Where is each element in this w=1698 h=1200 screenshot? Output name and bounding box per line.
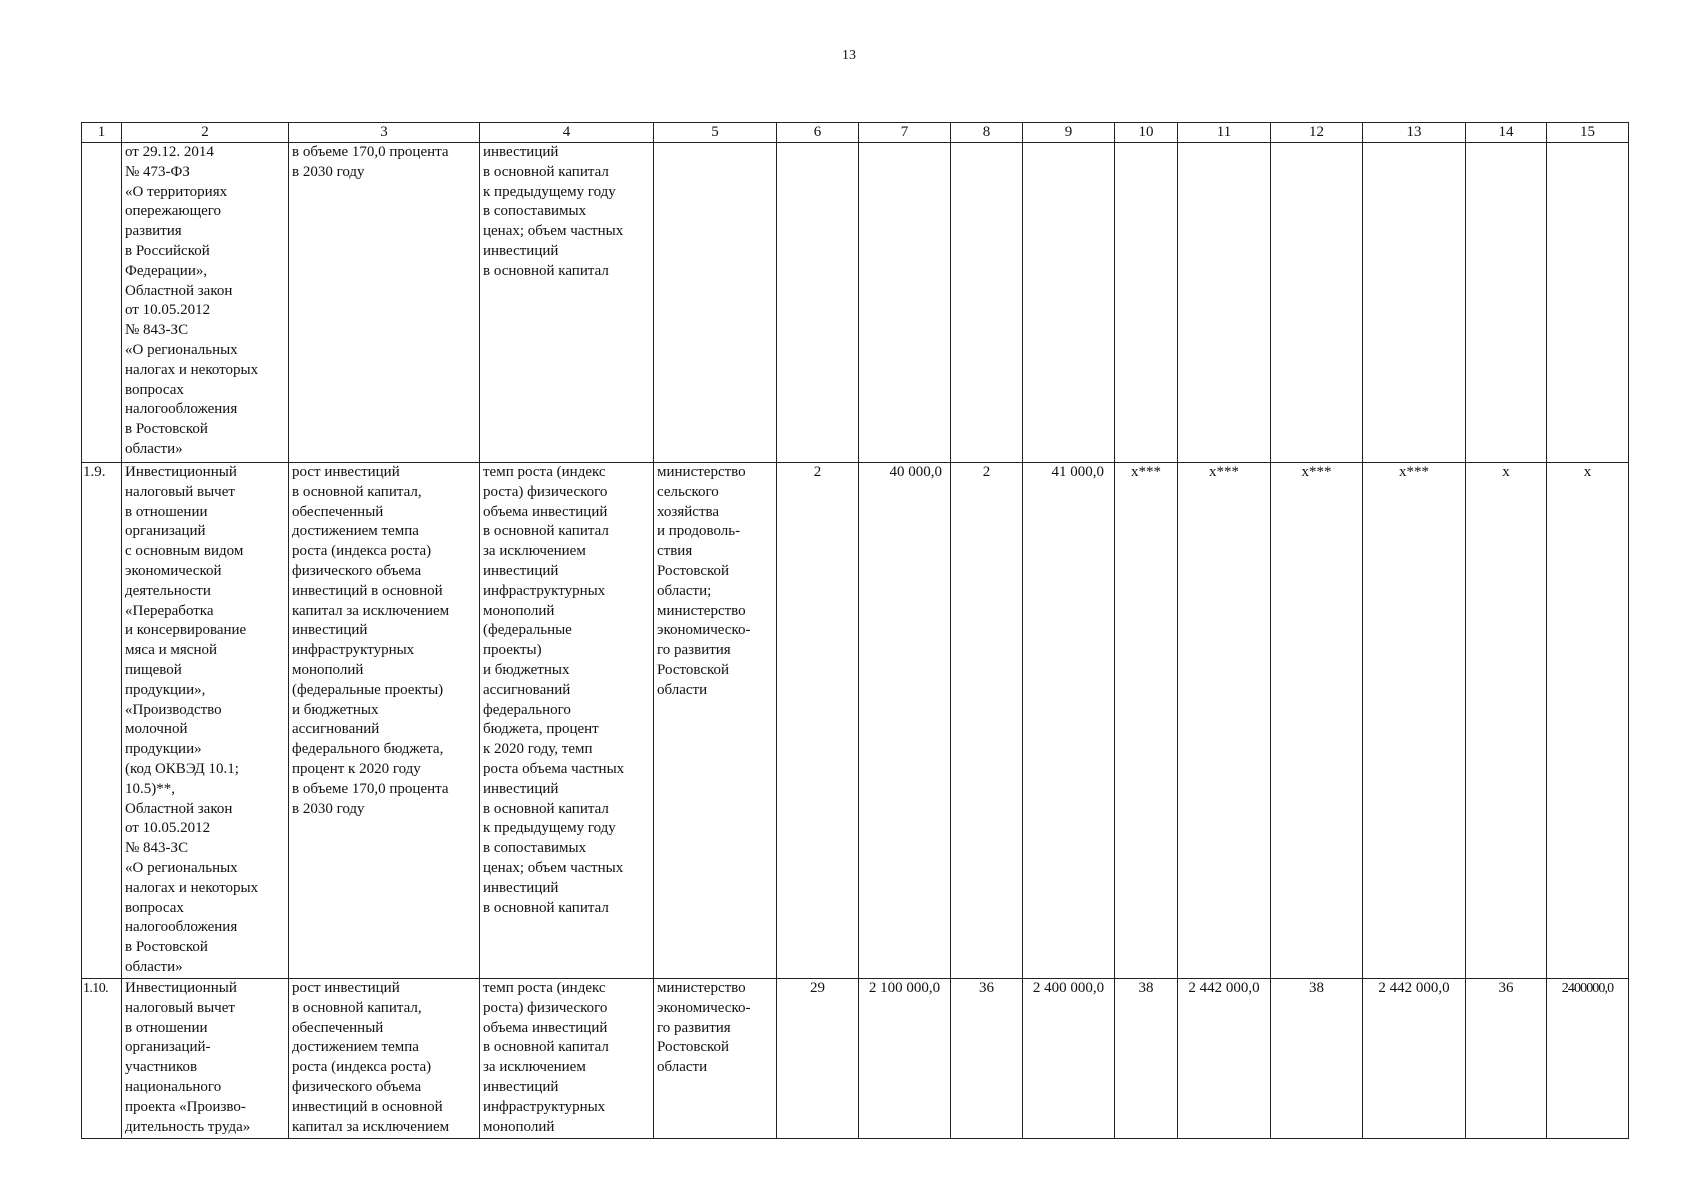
value-cell: x*** xyxy=(1178,463,1271,979)
value-cell: 2 400 000,0 xyxy=(1023,979,1115,1139)
value-cell xyxy=(951,143,1023,463)
row-number-cell: 1.10. xyxy=(82,979,122,1139)
value-cell: 36 xyxy=(1466,979,1547,1139)
curator-cell: министерство сельского хозяйства и продоволь- ствия Ростовской области; министерство экономическо- го развития Ростовской области xyxy=(654,463,777,979)
benefit-name-cell: от 29.12. 2014 № 473-ФЗ «О территориях опережающего развития в Российской Федерации», Областной закон от 10.05.2012 № 843-ЗС «О региональных налогах и некоторых вопросах налогообложения в Ростовской области» xyxy=(122,143,289,463)
header-cell: 9 xyxy=(1023,123,1115,143)
goal-cell: в объеме 170,0 процента в 2030 году xyxy=(289,143,480,463)
value-cell xyxy=(1547,143,1629,463)
header-cell: 3 xyxy=(289,123,480,143)
tax-benefits-table xyxy=(81,122,1629,1139)
value-cell: 38 xyxy=(1115,979,1178,1139)
header-cell: 7 xyxy=(859,123,951,143)
value-cell xyxy=(1363,143,1466,463)
header-cell: 5 xyxy=(654,123,777,143)
indicator-cell: инвестиций в основной капитал к предыдущему году в сопоставимых ценах; объем частных инвестиций в основной капитал xyxy=(480,143,654,463)
value-cell: 41 000,0 xyxy=(1023,463,1115,979)
value-cell xyxy=(777,143,859,463)
header-cell: 15 xyxy=(1547,123,1629,143)
header-cell: 14 xyxy=(1466,123,1547,143)
header-cell: 13 xyxy=(1363,123,1466,143)
value-cell: x*** xyxy=(1115,463,1178,979)
header-cell: 4 xyxy=(480,123,654,143)
value-cell xyxy=(859,143,951,463)
value-cell: x xyxy=(1466,463,1547,979)
goal-cell: рост инвестиций в основной капитал, обеспеченный достижением темпа роста (индекса роста) физического объема инвестиций в основной капитал за исключением xyxy=(289,979,480,1139)
curator-cell xyxy=(654,143,777,463)
value-cell: 2 100 000,0 xyxy=(859,979,951,1139)
value-cell: x xyxy=(1547,463,1629,979)
value-cell: 2 442 000,0 xyxy=(1363,979,1466,1139)
table-row xyxy=(82,463,1629,979)
value-cell: 36 xyxy=(951,979,1023,1139)
header-cell: 10 xyxy=(1115,123,1178,143)
column-number-header-row xyxy=(82,123,1629,143)
header-cell: 2 xyxy=(122,123,289,143)
page-number: 13 xyxy=(842,48,856,63)
value-cell: 2 xyxy=(777,463,859,979)
value-cell: 2 xyxy=(951,463,1023,979)
value-cell xyxy=(1178,143,1271,463)
header-cell: 8 xyxy=(951,123,1023,143)
curator-cell: министерство экономическо- го развития Ростовской области xyxy=(654,979,777,1139)
header-cell: 1 xyxy=(82,123,122,143)
goal-cell: рост инвестиций в основной капитал, обеспеченный достижением темпа роста (индекса роста) физического объема инвестиций в основной капитал за исключением инвестиций инфраструктурных монополий (федеральные проекты) и бюджетных ассигнований федерального бюджета, процент к 2020 году в объеме 170,0 процента в 2030 году xyxy=(289,463,480,979)
table-row xyxy=(82,143,1629,463)
row-number-cell: 1.9. xyxy=(82,463,122,979)
row-number-cell xyxy=(82,143,122,463)
value-cell xyxy=(1023,143,1115,463)
value-cell: x*** xyxy=(1363,463,1466,979)
value-cell xyxy=(1271,143,1363,463)
benefit-name-cell: Инвестиционный налоговый вычет в отношении организаций с основным видом экономической деятельности «Переработка и консервирование мяса и мясной пищевой продукции», «Производство молочной продукции» (код ОКВЭД 10.1; 10.5)**, Областной закон от 10.05.2012 № 843-ЗС «О региональных налогах и некоторых вопросах налогообложения в Ростовской области» xyxy=(122,463,289,979)
indicator-cell: темп роста (индекс роста) физического объема инвестиций в основной капитал за исключением инвестиций инфраструктурных монополий xyxy=(480,979,654,1139)
value-cell: 38 xyxy=(1271,979,1363,1139)
value-cell: 40 000,0 xyxy=(859,463,951,979)
value-cell: 29 xyxy=(777,979,859,1139)
value-cell: 2 442 000,0 xyxy=(1178,979,1271,1139)
header-cell: 6 xyxy=(777,123,859,143)
header-cell: 12 xyxy=(1271,123,1363,143)
value-cell xyxy=(1115,143,1178,463)
value-cell: 2400000,0 xyxy=(1547,979,1629,1139)
header-cell: 11 xyxy=(1178,123,1271,143)
value-cell xyxy=(1466,143,1547,463)
value-cell: x*** xyxy=(1271,463,1363,979)
table-row xyxy=(82,979,1629,1139)
benefit-name-cell: Инвестиционный налоговый вычет в отношении организаций- участников национального проекта «Произво- дительность труда» xyxy=(122,979,289,1139)
indicator-cell: темп роста (индекс роста) физического объема инвестиций в основной капитал за исключением инвестиций инфраструктурных монополий (федеральные проекты) и бюджетных ассигнований федерального бюджета, процент к 2020 году, темп роста объема частных инвестиций в основной капитал к предыдущему году в сопоставимых ценах; объем частных инвестиций в основной капитал xyxy=(480,463,654,979)
